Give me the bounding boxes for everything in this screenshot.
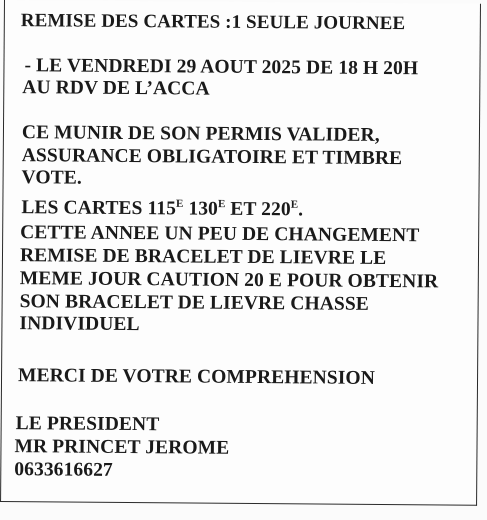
- change-line-5: INDIVIDUEL: [19, 313, 140, 336]
- change-line-3: MEME JOUR CAUTION 20 E POUR OBTENIR: [19, 268, 439, 293]
- signature-name: MR PRINCET JEROME: [14, 436, 230, 459]
- notice-title: REMISE DES CARTES :1 SEULE JOURNEE: [20, 10, 406, 35]
- signature-role: LE PRESIDENT: [15, 413, 160, 436]
- change-line-4: SON BRACELET DE LIEVRE CHASSE: [19, 291, 370, 315]
- change-line-1: CETTE ANNEE UN PEU DE CHANGEMENT: [20, 222, 420, 247]
- thanks-line: MERCI DE VOTRE COMPREHENSION: [17, 365, 376, 389]
- date-line-2: AU RDV DE L’ACCA: [22, 77, 210, 100]
- cards-mid-1: 130: [183, 198, 219, 220]
- date-line-1: - LE VENDREDI 29 AOUT 2025 DE 18 H 20H: [24, 55, 419, 80]
- change-line-2: REMISE DE BRACELET DE LIEVRE LE: [19, 245, 387, 270]
- requirements-line-1: CE MUNIR DE SON PERMIS VALIDER,: [21, 122, 380, 146]
- cards-sup-3: E: [290, 198, 299, 211]
- cards-mid-2: ET 220: [225, 198, 291, 221]
- requirements-line-3: VOTE.: [21, 167, 82, 189]
- requirements-line-2: ASSURANCE OBLIGATOIRE ET TIMBRE: [21, 145, 403, 170]
- cards-prefix: LES CARTES 115: [21, 197, 177, 220]
- cards-sup-1: E: [175, 197, 184, 210]
- cards-suffix: .: [298, 199, 304, 221]
- cards-sup-2: E: [217, 198, 226, 211]
- signature-phone: 0633616627: [14, 459, 113, 481]
- cards-line: [21, 197, 303, 221]
